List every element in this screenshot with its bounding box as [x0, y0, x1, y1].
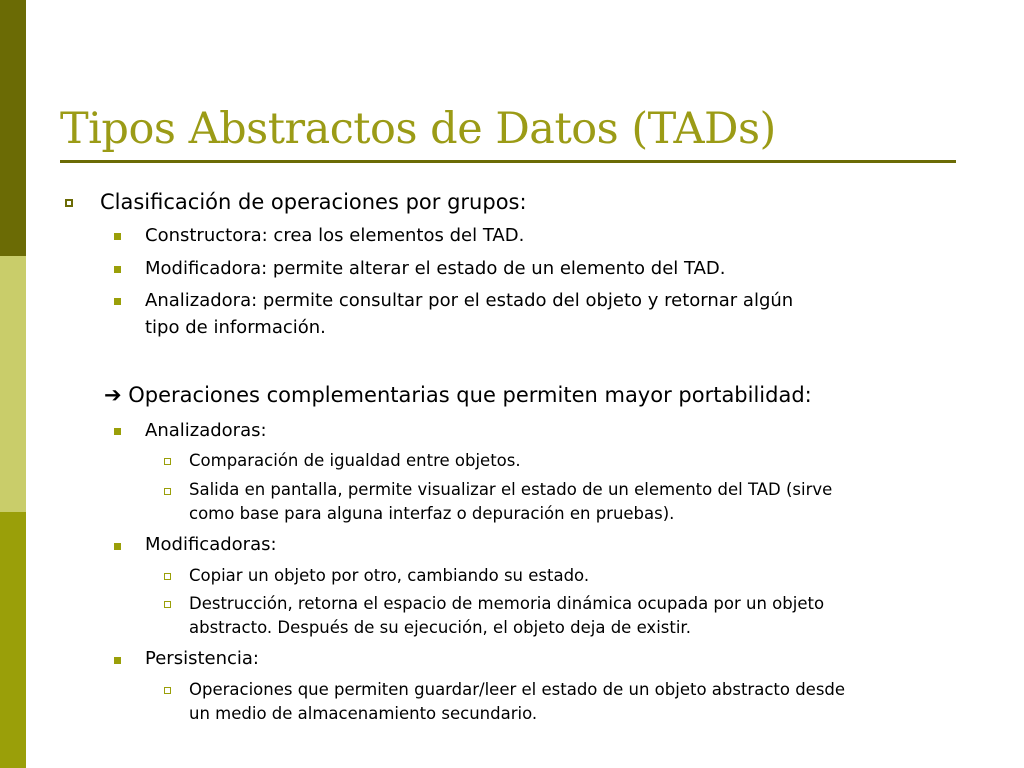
- hollow-square-bullet-icon: [164, 687, 171, 694]
- hollow-square-bullet-icon: [164, 601, 171, 608]
- hollow-square-bullet-icon: [164, 458, 171, 465]
- group-modificadora: Modificadora: permite alterar el estado de un elemento del TAD.: [145, 258, 726, 279]
- hollow-square-bullet-icon: [65, 199, 73, 207]
- list-item: Destrucción, retorna el espacio de memoria dinámica ocupada por un objeto: [189, 594, 825, 613]
- category-label: Analizadoras:: [145, 420, 267, 441]
- list-item: Salida en pantalla, permite visualizar el estado de un elemento del TAD (sirve: [189, 480, 833, 499]
- hollow-square-bullet-icon: [164, 573, 171, 580]
- square-bullet-icon: [114, 233, 121, 240]
- group-analizadora: Analizadora: permite consultar por el estado del objeto y retornar algún: [145, 290, 794, 311]
- group-analizadora-cont: tipo de información.: [145, 317, 326, 338]
- list-item: Operaciones que permiten guardar/leer el estado de un objeto abstracto desde: [189, 680, 846, 699]
- side-bar-mid: [0, 512, 26, 768]
- list-item: Copiar un objeto por otro, cambiando su estado.: [189, 566, 590, 585]
- square-bullet-icon: [114, 266, 121, 273]
- list-item: Comparación de igualdad entre objetos.: [189, 451, 521, 470]
- square-bullet-icon: [114, 543, 121, 550]
- category-label: Persistencia:: [145, 648, 259, 669]
- main-bullet-text: Clasificación de operaciones por grupos:: [100, 190, 527, 214]
- square-bullet-icon: [114, 657, 121, 664]
- slide-title: Tipos Abstractos de Datos (TADs): [60, 104, 776, 154]
- list-item-cont: como base para alguna interfaz o depuración en pruebas).: [189, 504, 675, 523]
- group-constructora: Constructora: crea los elementos del TAD.: [145, 225, 525, 246]
- title-underline: [60, 160, 956, 163]
- category-label: Modificadoras:: [145, 534, 277, 555]
- side-bar-light: [0, 256, 26, 512]
- list-item-cont: abstracto. Después de su ejecución, el objeto deja de existir.: [189, 618, 691, 637]
- square-bullet-icon: [114, 298, 121, 305]
- square-bullet-icon: [114, 428, 121, 435]
- complementary-heading: ➔ Operaciones complementarias que permiten mayor portabilidad:: [104, 383, 812, 407]
- list-item-cont: un medio de almacenamiento secundario.: [189, 704, 538, 723]
- hollow-square-bullet-icon: [164, 488, 171, 495]
- side-bar-dark: [0, 0, 26, 256]
